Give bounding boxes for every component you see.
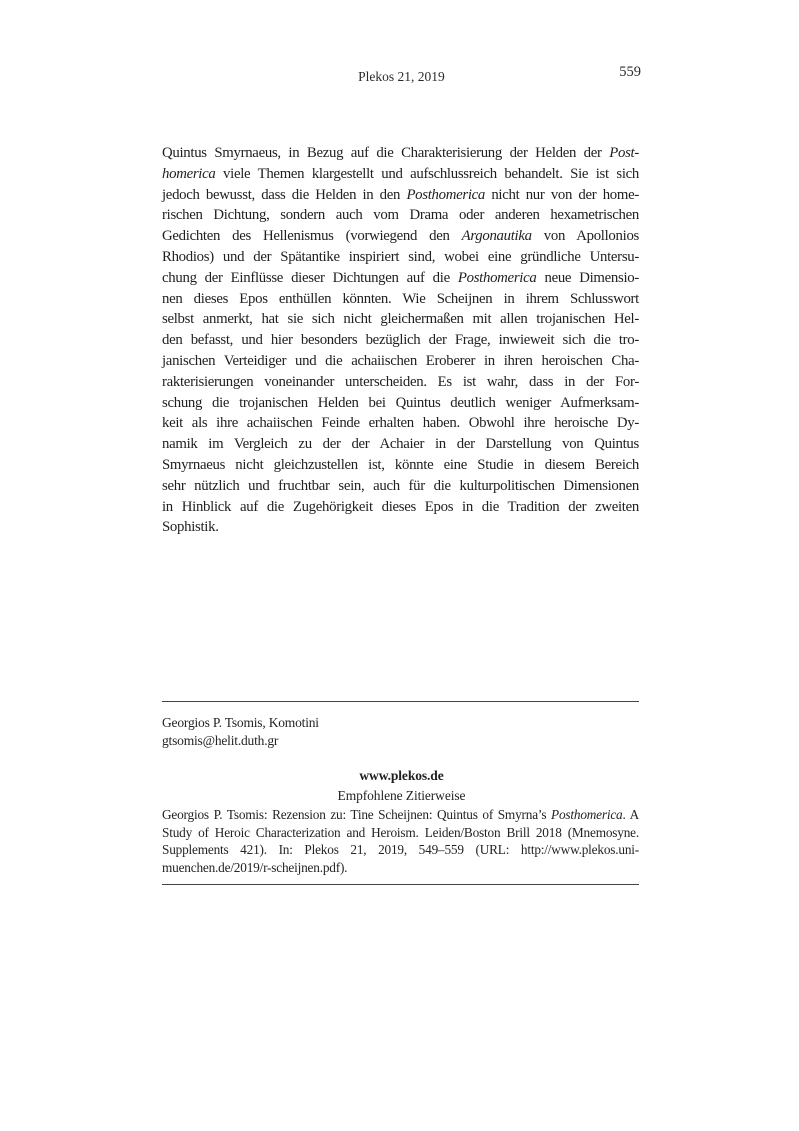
- text-line: [162, 497, 639, 518]
- italic-text-run: Argonautika: [461, 228, 532, 245]
- text-line: [162, 309, 639, 330]
- text-line: [162, 226, 639, 247]
- text-run: nen dieses Epos enthüllen könnten. Wie Scheijnen in ihrem Schlusswort: [162, 290, 639, 307]
- journal-website-url: www.plekos.de: [359, 768, 444, 783]
- page-number: 559: [619, 64, 641, 80]
- text-run: den befasst, und hier besonders bezüglich der Frage, inwieweit sich die tro-: [162, 332, 639, 349]
- text-line: [162, 476, 639, 497]
- text-line: [162, 351, 639, 372]
- text-run: keit als ihre achaiischen Feinde erhalten haben. Obwohl ihre heroische Dy-: [162, 415, 639, 432]
- text-line: [162, 517, 639, 538]
- text-run: nicht nur von der home-: [485, 186, 639, 203]
- separator-rule-bottom: [162, 884, 639, 885]
- text-line: [162, 806, 639, 824]
- text-run: Rhodios) und der Spätantike inspiriert sind, wobei eine gründliche Untersu-: [162, 248, 639, 265]
- text-run: in Hinblick auf die Zugehörigkeit dieses Epos in die Tradition der zweiten: [162, 498, 639, 515]
- text-run: von Apollonios: [531, 228, 639, 245]
- italic-text-run: Post-: [609, 145, 639, 161]
- text-line: [162, 859, 639, 877]
- text-run: Quintus Smyrnaeus, in Bezug auf die Charakterisierung der Helden der: [162, 145, 610, 161]
- recommended-citation-paragraph: [162, 806, 639, 876]
- text-line: [162, 164, 639, 185]
- text-run: viele Themen klargestellt und aufschlussreich behandelt. Sie ist sich: [215, 165, 639, 182]
- text-run: . A: [622, 807, 639, 822]
- author-email: gtsomis@helit.duth.gr: [162, 732, 279, 748]
- text-line: [162, 289, 639, 310]
- text-line: [162, 268, 639, 289]
- italic-text-run: homerica: [162, 165, 216, 182]
- text-line: [162, 185, 639, 206]
- text-run: Gedichten des Hellenismus (vorwiegend den: [162, 228, 462, 245]
- citation-heading: Empfohlene Zitierweise: [337, 788, 466, 803]
- text-run: Sophistik.: [162, 519, 219, 536]
- text-line: [162, 330, 639, 351]
- italic-text-run: Posthomerica: [406, 186, 486, 203]
- text-line: [162, 434, 639, 455]
- text-line: [162, 824, 639, 842]
- text-line: [162, 413, 639, 434]
- review-body-paragraph: [162, 143, 639, 538]
- text-run: namik im Vergleich zu der der Achaier in der Darstellung von Quintus: [162, 436, 639, 453]
- text-run: Study of Heroic Characterization and Heroism. Leiden/Boston Brill 2018 (Mnemosyne.: [162, 824, 639, 840]
- italic-text-run: Posthomerica: [551, 807, 623, 822]
- text-run: neue Dimensio-: [536, 269, 639, 286]
- running-head-journal-title: Plekos 21, 2019: [358, 69, 445, 84]
- italic-text-run: Posthomerica: [457, 269, 537, 286]
- text-run: schung die trojanischen Helden bei Quintus deutlich weniger Aufmerksam-: [162, 394, 639, 411]
- separator-rule-top: [162, 701, 639, 702]
- text-line: [162, 393, 639, 414]
- text-line: [162, 247, 639, 268]
- text-run: Smyrnaeus nicht gleichzustellen ist, könnte eine Studie in diesem Bereich: [162, 456, 639, 473]
- text-line: [162, 143, 639, 164]
- text-line: [162, 841, 639, 859]
- text-run: selbst anmerkt, hat sie sich nicht gleichermaßen mit allen trojanischen Hel-: [162, 311, 639, 328]
- author-name: Georgios P. Tsomis, Komotini: [162, 715, 319, 730]
- author-block: [162, 714, 639, 749]
- text-run: jedoch bewusst, dass die Helden in den: [162, 186, 407, 203]
- text-line: [162, 372, 639, 393]
- text-run: Supplements 421). In: Plekos 21, 2019, 549–559 (URL: http://www.plekos.uni-: [162, 842, 639, 858]
- text-run: rischen Dichtung, sondern auch vom Drama oder anderen hexametrischen: [162, 207, 639, 224]
- text-line: [162, 455, 639, 476]
- text-run: janischen Verteidiger und die achaiischen Eroberer in ihren heroischen Cha-: [162, 352, 639, 369]
- text-run: Georgios P. Tsomis: Rezension zu: Tine Scheijnen: Quintus of Smyrna’s: [162, 807, 552, 822]
- text-run: chung der Einflüsse dieser Dichtungen auf die: [162, 269, 458, 286]
- text-run: sehr nützlich und fruchtbar sein, auch für die kulturpolitischen Dimensionen: [162, 477, 639, 494]
- text-line: [162, 205, 639, 226]
- text-run: rakterisierungen voneinander unterscheiden. Es ist wahr, dass in der For-: [162, 373, 639, 390]
- text-run: muenchen.de/2019/r-scheijnen.pdf).: [162, 859, 348, 875]
